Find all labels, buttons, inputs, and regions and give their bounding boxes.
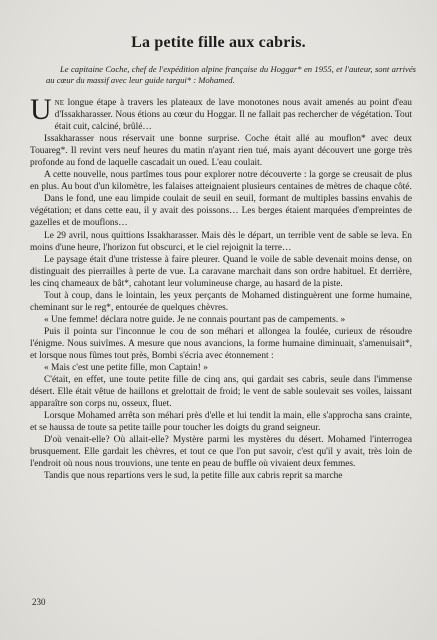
paragraph: « Mais c'est une petite fille, mon Captain! »: [44, 363, 208, 374]
paragraph: A cette nouvelle, nous partîmes tous pour explorer notre découverte : la gorge se creusait de plus en plus. Au bout d'un kilomètre, les falaises atteignaient plusieurs centaines de mètres de chaque côté.: [30, 170, 412, 193]
paragraph: Dans le fond, une eau limpide coulait de seuil en seuil, formant de multiples bassins envahis de végétation; et dans cette eau, il y avait des poissons… Les berges étaient marquées d'empreintes de gazelles et de mouflons…: [30, 194, 412, 229]
paragraph: Le paysage était d'une tristesse à faire pleurer. Quand le voile de sable devenait moins dense, on distinguait des pierrailles à perte de vue. La caravane marchait dans son ordre habituel. Et derrière, les cinq chameaux de bât*, cahotant leur volumineuse charge, au hasard de la piste.: [30, 254, 412, 289]
chapter-intro: Le capitaine Coche, chef de l'expédition alpine française du Hoggar* en 1955, et l'auteur, sont arrivés au cœur du massif avec leur guide targui* : Mohamed.: [46, 64, 416, 85]
paragraph: Lorsque Mohamed arrêta son méhari près d'elle et lui tendit la main, elle s'approcha sans crainte, et se haussa de toute sa petite taille pour toucher les doigts du grand seigneur.: [30, 411, 412, 434]
chapter-title: La petite fille aux cabris.: [131, 34, 306, 51]
paragraph: D'où venait-elle? Où allait-elle? Mystère parmi les mystères du désert. Mohamed l'interrogea brusquement. Elle gardait les chèvres, et tout ce que l'on put savoir, c'est qu'il y avait, très loin de l'endroit où nous nous trouvions, une tente en peau de buffle où vivaient deux femmes.: [30, 435, 412, 470]
paragraph: C'était, en effet, une toute petite fille de cinq ans, qui gardait ses cabris, seule dans l'immense désert. Elle était vêtue de haillons et grelottait de froid; le vent de sable soulevait ses voiles, laissant apparaître son corps nu, osseux, fluet.: [30, 375, 412, 410]
paragraph: « Une femme! déclara notre guide. Je ne connais pourtant pas de campements. »: [44, 314, 346, 325]
paragraph: Tout à coup, dans le lointain, les yeux perçants de Mohamed distinguèrent une forme humaine, cheminant sur le reg*, entourée de quelques chèvres.: [30, 290, 412, 313]
paragraph: Issakharasser nous réservait une bonne surprise. Coche était allé au mouflon* avec deux Touareg*. Il revint vers neuf heures du matin n'ayant rien tué, mais ayant découvert une gorge très profonde au fond de laquelle cascadait un oued. L'eau coulait.: [30, 134, 412, 169]
first-paragraph: [30, 93, 412, 133]
body-text: [30, 93, 412, 483]
paragraph: Le 29 avril, nous quittions Issakharasser. Mais dès le départ, un terrible vent de sable se leva. En moins d'une heure, l'horizon fut obscurci, et le ciel rejoignit la terre…: [30, 230, 412, 253]
paragraph: Puis il pointa sur l'inconnue le cou de son méhari et allongea la foulée, curieux de résoudre l'énigme. Nous suivîmes. A mesure que nous avancions, la forme humaine diminuait, s'amenuisait*, et lorsque nous fûmes tout près, Bombi s'écria avec étonnement :: [30, 326, 412, 361]
drop-cap: U: [30, 93, 52, 126]
first-paragraph-text: longue étape à travers les plateaux de lave monotones nous avait amenés au point d'eau d'Issakharasser. Nous étions au cœur du Hoggar. Il ne fallait pas rechercher de végétation. Tout était cuit, calciné, brûlé…: [54, 98, 412, 133]
paragraph: Tandis que nous repartions vers le sud, la petite fille aux cabris reprit sa marche: [44, 471, 343, 482]
first-word-rest: ne: [54, 98, 65, 108]
page-number: 230: [32, 597, 46, 607]
